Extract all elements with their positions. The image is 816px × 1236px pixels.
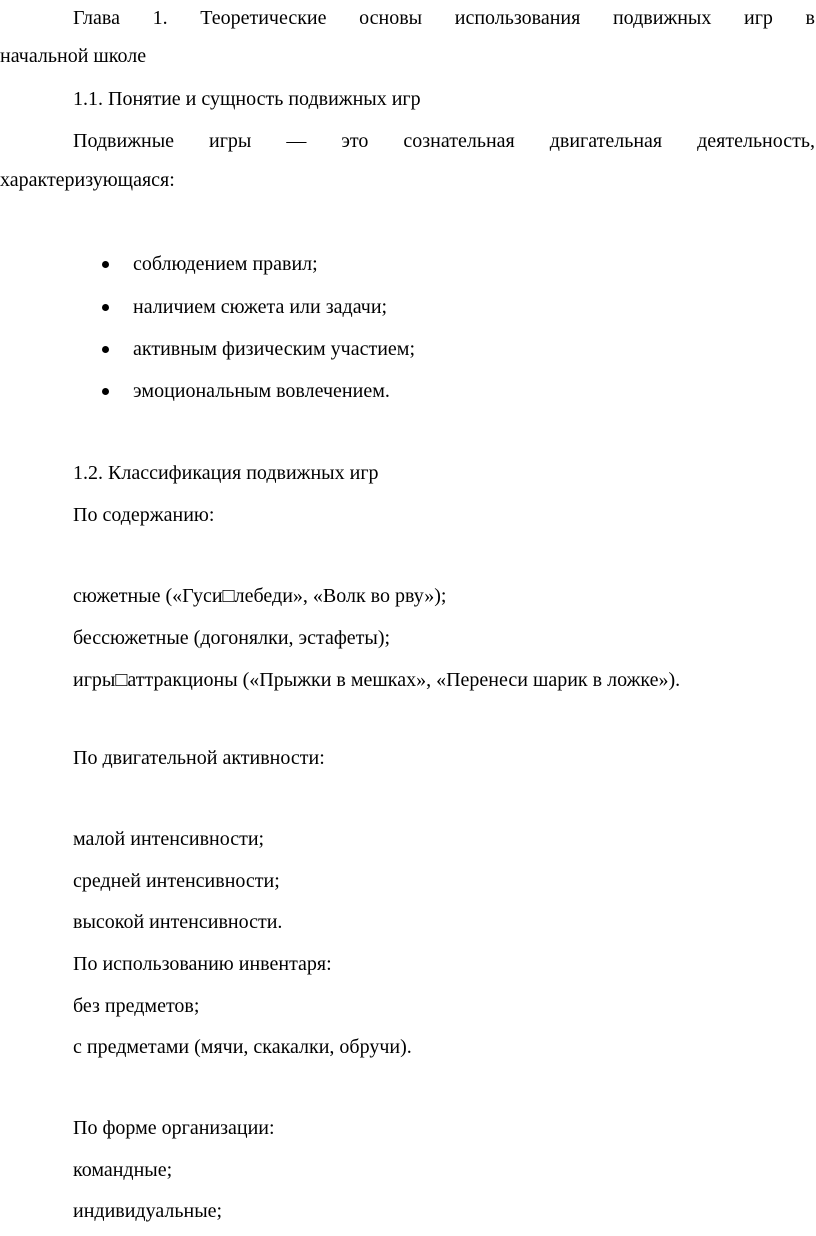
by-equipment-label: По использованию инвентаря: [73, 953, 332, 975]
list-item: соблюдением правил; [133, 253, 318, 275]
bullet-icon [101, 295, 111, 319]
list-item: средней интенсивности; [73, 870, 280, 892]
list-item: наличием сюжета или задачи; [133, 296, 388, 318]
list-item: без предметов; [73, 995, 200, 1017]
chapter-title-line2: начальной школе [0, 45, 147, 67]
by-content-label: По содержанию: [73, 504, 215, 526]
by-activity-label: По двигательной активности: [73, 747, 325, 769]
list-item: активным физическим участием; [133, 338, 416, 360]
list-item: бессюжетные (догонялки, эстафеты); [73, 627, 391, 649]
list-item: игры□аттракционы («Прыжки в мешках», «Перенеси шарик в ложке»). [73, 669, 681, 691]
bullet-icon [101, 252, 111, 276]
bullet-icon [101, 337, 111, 361]
list-item: малой интенсивности; [73, 828, 265, 850]
by-organization-label: По форме организации: [73, 1117, 275, 1139]
section-1-2-heading: 1.2. Классификация подвижных игр [73, 462, 379, 484]
section-1-1-heading: 1.1. Понятие и сущность подвижных игр [73, 88, 421, 110]
list-item: индивидуальные; [73, 1200, 223, 1222]
definition-line2: характеризующаяся: [0, 169, 175, 191]
list-item: эмоциональным вовлечением. [133, 380, 390, 402]
definition-line1: Подвижные игры — это сознательная двигательная деятельность, [73, 130, 815, 152]
list-item: высокой интенсивности. [73, 911, 283, 933]
list-item: командные; [73, 1159, 173, 1181]
list-item: с предметами (мячи, скакалки, обручи). [73, 1036, 412, 1058]
bullet-icon [101, 379, 111, 403]
list-item: сюжетные («Гуси□лебеди», «Волк во рву»); [73, 585, 447, 607]
chapter-title-line1: Глава 1. Теоретические основы использования подвижных игр в [73, 7, 815, 29]
